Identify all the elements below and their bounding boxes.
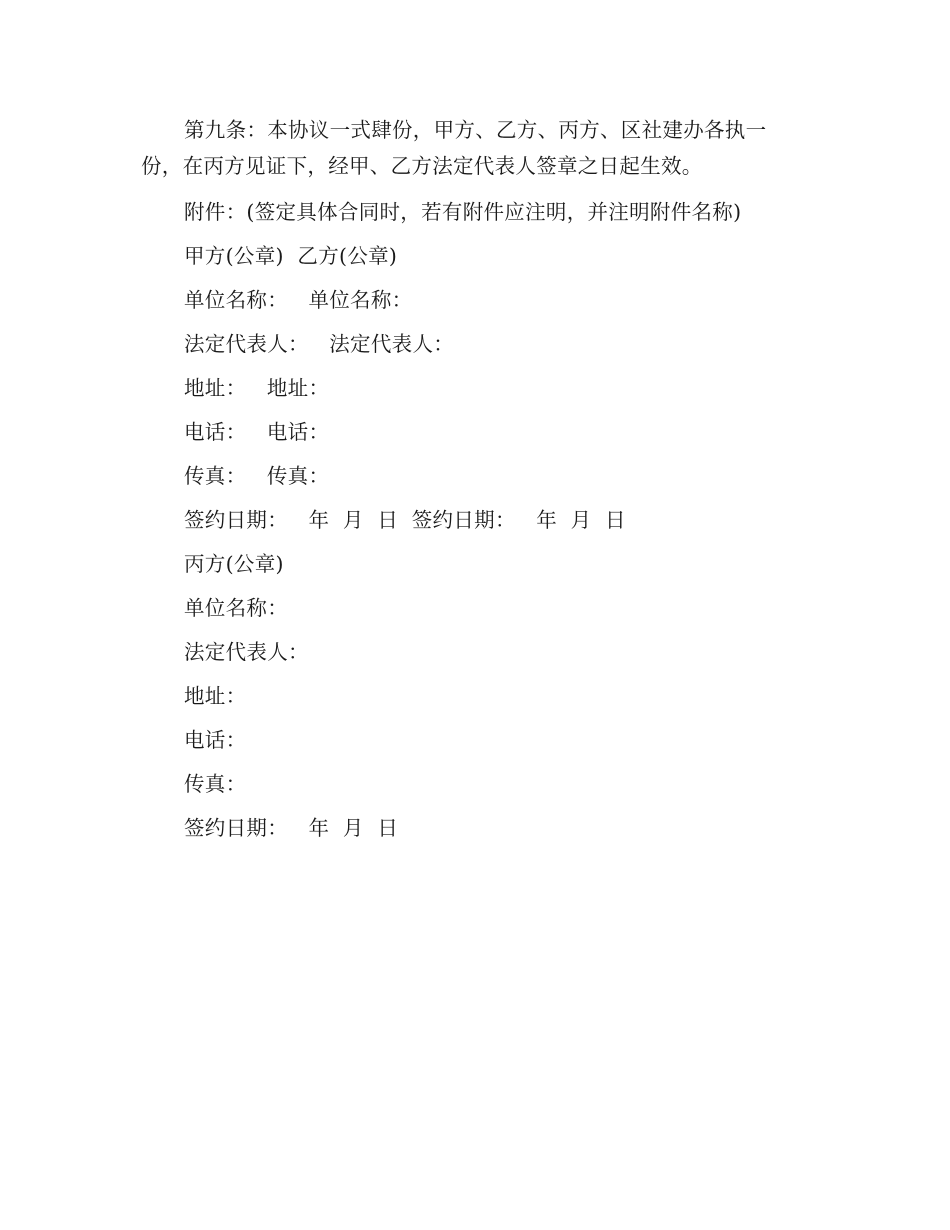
party-c-sign-date: 签约日期： 年 月 日 — [184, 816, 399, 840]
party-c-unit-name: 单位名称： — [184, 596, 288, 620]
party-ab-unit-name: 单位名称： 单位名称： — [184, 288, 413, 312]
party-ab-legal-rep: 法定代表人： 法定代表人： — [184, 332, 455, 356]
document-body — [141, 112, 801, 850]
party-c-header: 丙方(公章) — [184, 552, 284, 576]
article-nine-paragraph: 第九条：本协议一式肆份，甲方、乙方、丙方、区社建办各执一份，在丙方见证下，经甲、乙方法定代表人签章之日起生效。 — [141, 118, 767, 178]
parties-ab-header: 甲方(公章) 乙方(公章) — [184, 244, 398, 268]
attachment-note: 附件：(签定具体合同时，若有附件应注明，并注明附件名称) — [184, 200, 742, 224]
party-c-fax: 传真： — [184, 772, 247, 796]
party-ab-fax: 传真： 传真： — [184, 464, 330, 488]
party-ab-address: 地址： 地址： — [184, 376, 330, 400]
party-c-phone: 电话： — [184, 728, 247, 752]
party-ab-phone: 电话： 电话： — [184, 420, 330, 444]
party-c-address: 地址： — [184, 684, 247, 708]
party-ab-sign-date: 签约日期： 年 月 日 签约日期： 年 月 日 — [184, 508, 626, 532]
party-c-legal-rep: 法定代表人： — [184, 640, 309, 664]
